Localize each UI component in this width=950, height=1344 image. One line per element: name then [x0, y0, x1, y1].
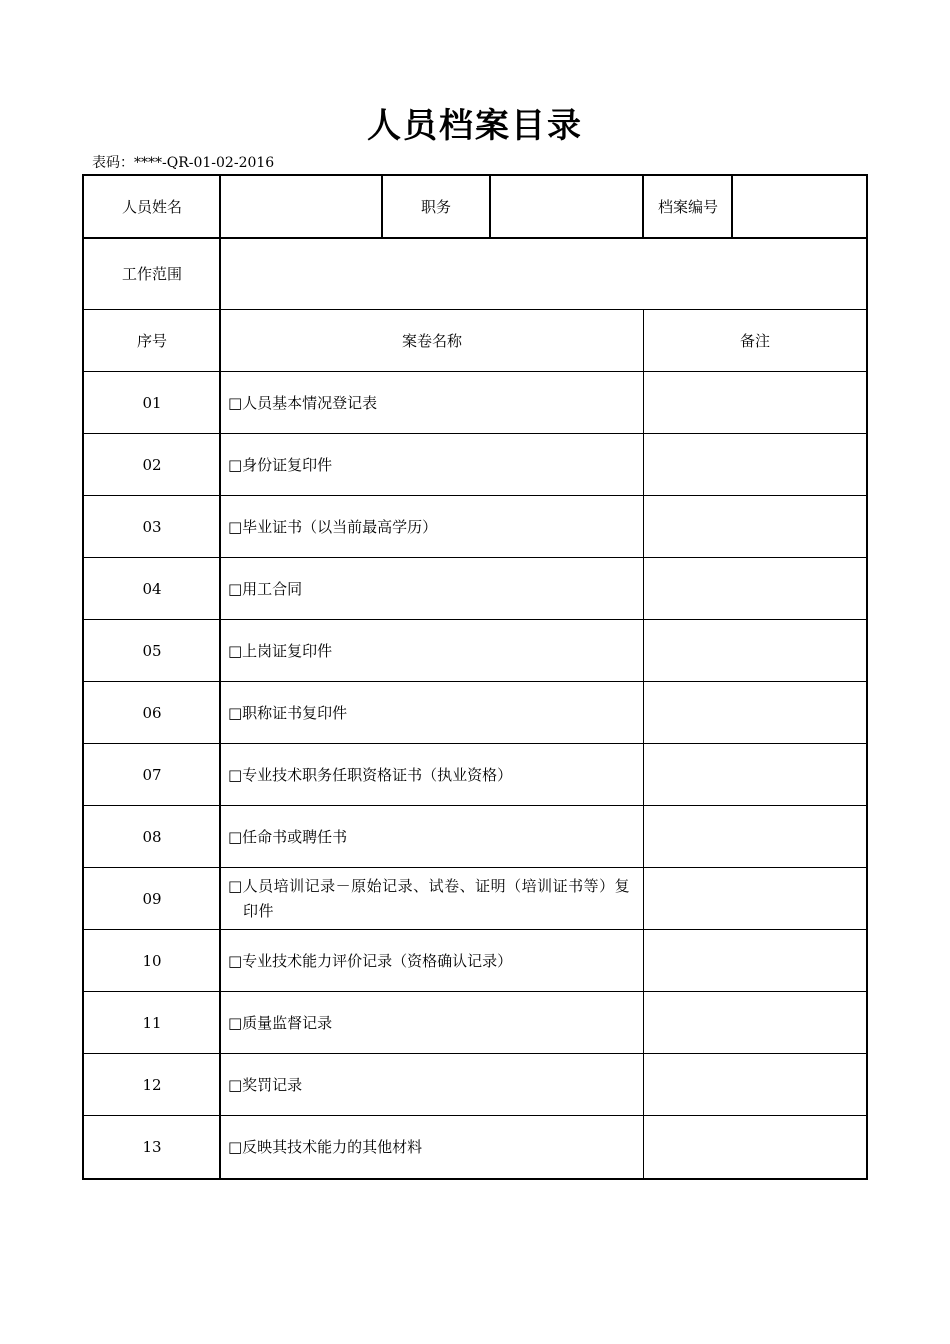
row-divider [84, 433, 866, 434]
row-document-name[interactable]: □用工合同 [228, 579, 303, 598]
row-number: 11 [142, 1013, 162, 1032]
row-remark[interactable] [644, 1054, 866, 1116]
row-remark[interactable] [644, 806, 866, 868]
archive-table [82, 174, 868, 1180]
column-divider [219, 176, 221, 1178]
row-remark[interactable] [644, 992, 866, 1054]
file-no-field[interactable] [732, 176, 866, 238]
row-number: 05 [142, 641, 162, 660]
row-number: 01 [142, 393, 162, 412]
row-document-name[interactable]: □专业技术职务任职资格证书（执业资格） [228, 765, 513, 784]
file-no-label: 档案编号 [657, 197, 718, 216]
row-remark[interactable] [644, 1116, 866, 1178]
row-document-name[interactable]: □奖罚记录 [228, 1075, 303, 1094]
row-remark[interactable] [644, 496, 866, 558]
row-divider [84, 619, 866, 620]
row-divider [84, 1115, 866, 1116]
row-remark[interactable] [644, 744, 866, 806]
column-divider [489, 176, 491, 238]
row-remark[interactable] [644, 868, 866, 930]
scope-label: 工作范围 [121, 264, 182, 283]
position-field[interactable] [490, 176, 644, 238]
row-remark[interactable] [644, 372, 866, 434]
row-document-name-text: □人员培训记录－原始记录、试卷、证明（培训证书等）复印件 [228, 877, 631, 920]
row-document-name[interactable]: □毕业证书（以当前最高学历） [228, 517, 438, 536]
row-number: 10 [142, 951, 162, 970]
column-divider [642, 176, 644, 238]
row-divider [84, 681, 866, 682]
row-document-name[interactable] [220, 868, 644, 930]
form-code: 表码：****-QR-01-02-2016 [92, 155, 275, 171]
row-document-name[interactable]: □上岗证复印件 [228, 641, 333, 660]
column-header-remark: 备注 [739, 331, 770, 350]
row-remark[interactable] [644, 620, 866, 682]
row-number: 09 [142, 889, 162, 908]
row-remark[interactable] [644, 434, 866, 496]
row-document-name[interactable]: □反映其技术能力的其他材料 [228, 1137, 423, 1156]
row-number: 07 [142, 765, 162, 784]
name-field[interactable] [220, 176, 382, 238]
row-remark[interactable] [644, 558, 866, 620]
row-divider [84, 1053, 866, 1054]
row-remark[interactable] [644, 682, 866, 744]
row-document-name[interactable]: □专业技术能力评价记录（资格确认记录） [228, 951, 513, 970]
row-number: 02 [142, 455, 162, 474]
row-document-name[interactable]: □职称证书复印件 [228, 703, 348, 722]
row-divider [84, 991, 866, 992]
row-document-name[interactable]: □身份证复印件 [228, 455, 333, 474]
row-divider [84, 929, 866, 930]
row-document-name[interactable]: □任命书或聘任书 [228, 827, 348, 846]
position-label: 职务 [420, 197, 451, 216]
column-divider [381, 176, 383, 238]
row-divider [84, 495, 866, 496]
row-remark[interactable] [644, 930, 866, 992]
column-divider [643, 310, 644, 1178]
page-title: 人员档案目录 [367, 106, 583, 146]
row-number: 06 [142, 703, 162, 722]
name-label: 人员姓名 [121, 197, 182, 216]
column-divider [731, 176, 733, 238]
row-divider [84, 557, 866, 558]
row-document-name[interactable]: □质量监督记录 [228, 1013, 333, 1032]
row-divider [84, 743, 866, 744]
row-divider [84, 805, 866, 806]
row-number: 03 [142, 517, 162, 536]
row-number: 08 [142, 827, 162, 846]
row-number: 12 [142, 1075, 162, 1094]
column-header-no: 序号 [136, 331, 167, 350]
row-number: 04 [142, 579, 162, 598]
row-divider [84, 309, 866, 310]
row-divider [84, 867, 866, 868]
row-document-name[interactable]: □人员基本情况登记表 [228, 393, 378, 412]
row-divider [84, 371, 866, 372]
column-header-name: 案卷名称 [401, 331, 462, 350]
row-divider [84, 237, 866, 239]
row-number: 13 [142, 1137, 162, 1156]
scope-field[interactable] [220, 238, 866, 310]
